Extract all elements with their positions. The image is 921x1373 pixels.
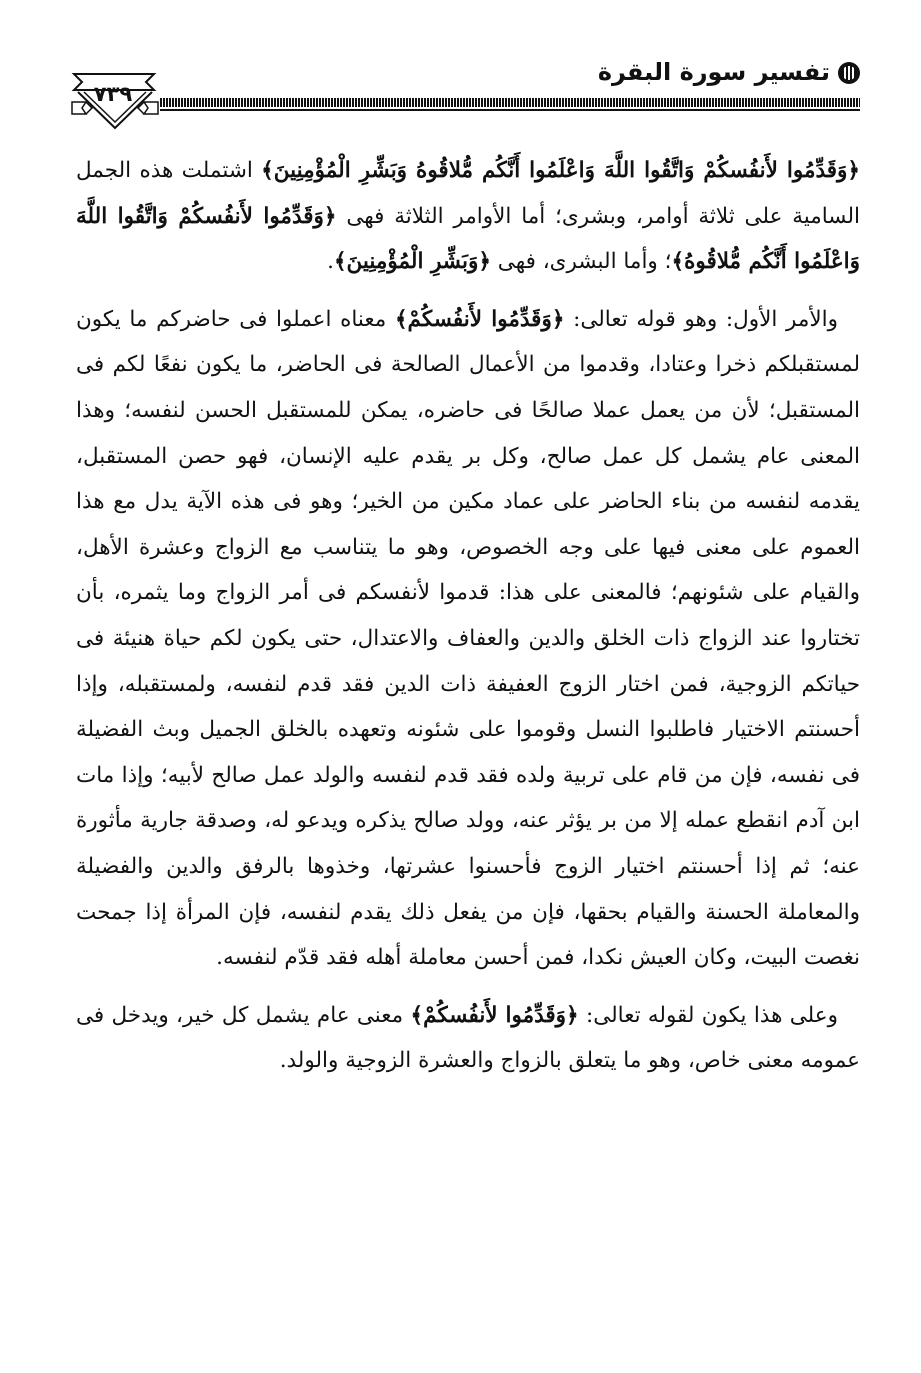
header-rule-line xyxy=(160,109,860,111)
text-run: اشتملت هذه الجمل السامية على ثلاثة أوامر، وبشرى؛ أما الأوامر الثلاثة فهى xyxy=(76,158,860,229)
ornament-bullet-icon xyxy=(838,62,860,84)
page-header xyxy=(70,54,860,134)
paragraph xyxy=(76,148,860,285)
quran-quote: ﴿وَقَدِّمُوا لأَنفُسكُمْ﴾ xyxy=(394,306,565,332)
header-rule xyxy=(160,98,860,107)
text-run: معناه اعملوا فى حاضركم ما يكون لمستقبلكم ذخرا وعتادا، وقدموا من الأعمال الصالحة فى الحاضر، ما يكون نفعًا لكم فى المستقبل؛ لأن من يعمل عملا صالحًا فى حاضره، يمكن للمستقبل الحسن لنفسه؛ وهذا المعنى عام يشمل كل عمل صالح، وكل بر يقدم عليه الإنسان، فهو حصن المستقبل، يقدمه لنفسه من بناء الحاضر على عماد مكين من الخير؛ وهو فى هذه الآية يدل مع هذا العموم على معنى فيها على وجه الخصوص، وهو ما يتناسب مع الزواج وعشرة الأهل، والقيام على شئونهم؛ فالمعنى على هذا: قدموا لأنفسكم فى أمر الزواج وما يثمره، بأن تختاروا عند الزواج ذات الخلق والدين والعفاف والاعتدال، حتى يكون لكم حياة هنيئة فى حياتكم الزوجية، فمن اختار الزوج العفيفة ذات الدين فقد قدم لنفسه، ولمستقبله، وإذا أحسنتم الاختيار فاطلبوا النسل وقوموا على شئونه وتعهده بالخلق الجميل وبث الفضيلة فى نفسه، فإن من قام على تربية ولده فقد قدم لنفسه والولد عمل صالح لأبيه؛ وإذا مات ابن آدم انقطع عمله إلا من بر يؤثر عنه، وولد صالح يذكره ويدعو له، وصدقة جارية مأثورة عنه؛ ثم إذا أحسنتم اختيار الزوج فأحسنوا عشرتها، وخذوها بالرفق والدين والفضيلة والمعاملة الحسنة والقيام بحقها، فإن من يفعل ذلك يقدم لنفسه، فإن المرأة إذا جمحت نغصت البيت، وكان العيش نكدا، فمن أحسن معاملة أهله فقد قدّم لنفسه. xyxy=(76,306,860,971)
paragraph xyxy=(76,993,860,1084)
text-run: والأمر الأول: وهو قوله تعالى: xyxy=(564,306,838,332)
paragraph xyxy=(76,297,860,981)
quran-quote: ﴿وَبَشِّرِ الْمُؤْمِنِينَ﴾ xyxy=(333,249,491,275)
text-run: ؛ وأما البشرى، فهى xyxy=(490,249,672,275)
text-run: وعلى هذا يكون لقوله تعالى: xyxy=(578,1002,838,1028)
text-run: . xyxy=(327,249,334,275)
page-number-badge xyxy=(70,62,160,132)
quran-quote: ﴿وَقَدِّمُوا لأَنفُسكُمْ وَاتَّقُوا اللَّهَ وَاعْلَمُوا أَنَّكُم مُّلاقُوهُ وَبَشِّرِ الْمُؤْمِنِينَ﴾ xyxy=(261,158,861,183)
page-number: ٧٣٩ xyxy=(93,82,133,106)
text-run: معنى عام يشمل كل خير، ويدخل فى عمومه معنى خاص، وهو ما يتعلق بالزواج والعشرة الزوجية والولد. xyxy=(76,1002,860,1074)
running-title: تفسير سورة البقرة xyxy=(597,58,830,86)
quran-quote: ﴿وَقَدِّمُوا لأَنفُسكُمْ وَاتَّقُوا اللَّهَ وَاعْلَمُوا أَنَّكُم مُّلاقُوهُ﴾ xyxy=(76,203,860,275)
page-body xyxy=(76,148,860,1084)
quran-quote: ﴿وَقَدِّمُوا لأَنفُسكُمْ﴾ xyxy=(410,1002,579,1028)
